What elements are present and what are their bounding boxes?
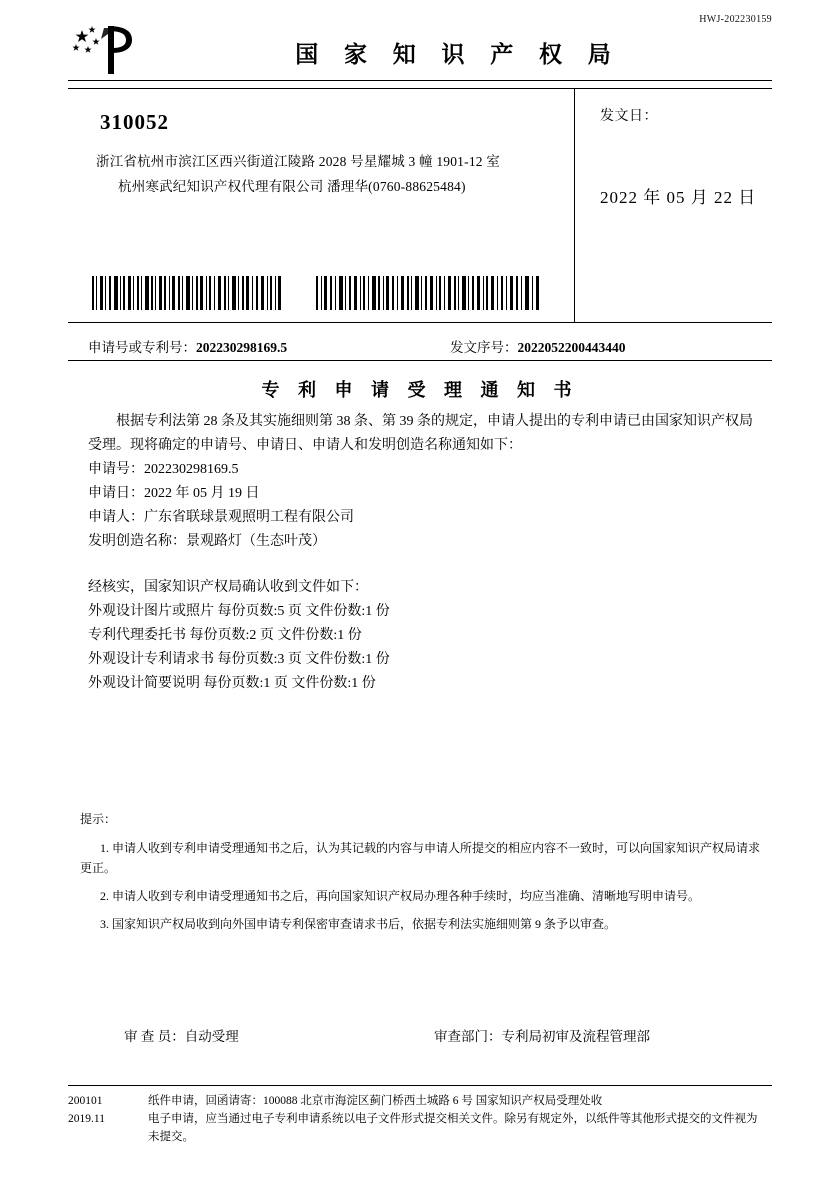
document-item: 外观设计专利请求书 每份页数:3 页 文件份数:1 份 <box>88 652 390 667</box>
note-item: 1. 申请人收到专利申请受理通知书之后，认为其记载的内容与申请人所提交的相应内容不一致时，可以向国家知识产权局请求更正。 <box>80 841 761 875</box>
field-invention-name: 发明创造名称：景观路灯（生态叶茂） <box>88 534 326 549</box>
footer-line-2: 电子申请，应当通过电子专利申请系统以电子文件形式提交相关文件。除另有规定外，以纸件等其他形式提交的文件视为未提交。 <box>148 1113 758 1143</box>
examiner-label: 审 查 员： <box>124 1029 185 1044</box>
note-item: 3. 国家知识产权局收到向外国申请专利保密审查请求书后，依据专利法实施细则第 9 条予以审查。 <box>100 917 617 931</box>
field-application-date: 申请日：2022 年 05 月 19 日 <box>88 486 260 501</box>
address-issue-divider <box>574 88 575 322</box>
application-number-label: 申请号或专利号： <box>88 340 196 355</box>
barcode-left <box>92 276 282 310</box>
notes-section <box>80 808 770 934</box>
barcode-right <box>316 276 542 310</box>
field-applicant: 申请人：广东省联球景观照明工程有限公司 <box>88 510 354 525</box>
confirm-intro: 经核实，国家知识产权局确认收到文件如下： <box>88 580 368 595</box>
header-divider <box>68 80 772 81</box>
footer-code-1: 200101 <box>68 1095 103 1107</box>
zipcode: 310052 <box>100 110 169 134</box>
document-body <box>88 410 760 696</box>
serial-number-row <box>450 336 626 356</box>
address-line-2: 杭州寒武纪知识产权代理有限公司 潘理华(0760-88625484) <box>118 179 466 194</box>
body-spacer <box>88 554 760 576</box>
agency-title: 国 家 知 识 产 权 局 <box>295 42 621 67</box>
issue-date-value: 2022 年 05 月 22 日 <box>600 188 757 207</box>
footer-codes <box>68 1092 140 1128</box>
application-number-value: 202230298169.5 <box>196 340 288 355</box>
note-item: 2. 申请人收到专利申请受理通知书之后，再向国家知识产权局办理各种手续时，均应当准确、清晰地写明申请号。 <box>100 889 701 903</box>
address-block-bottom-rule <box>68 322 772 323</box>
serial-number-value: 2022052200443440 <box>517 340 626 355</box>
document-item: 专利代理委托书 每份页数:2 页 文件份数:1 份 <box>88 628 362 643</box>
department-value: 专利局初审及流程管理部 <box>501 1029 650 1044</box>
address-line-1: 浙江省杭州市滨江区西兴街道江陵路 2028 号星耀城 3 幢 1901-12 室 <box>96 154 500 169</box>
national-emblem-icon <box>68 22 140 78</box>
issue-date-label: 发文日： <box>600 109 658 124</box>
department-label: 审查部门： <box>434 1029 502 1044</box>
application-number-row <box>88 336 287 356</box>
document-item: 外观设计简要说明 每份页数:1 页 文件份数:1 份 <box>88 676 376 691</box>
body-paragraph: 根据专利法第 28 条及其实施细则第 38 条、第 39 条的规定，申请人提出的专利申请已由国家知识产权局受理。现将确定的申请号、申请日、申请人和发明创造名称通知如下： <box>88 414 753 453</box>
document-header <box>68 22 772 80</box>
footer-line-1: 纸件申请，回函请寄：100088 北京市海淀区蓟门桥西土城路 6 号 国家知识产权局受理处收 <box>148 1095 603 1107</box>
serial-number-label: 发文序号： <box>450 340 518 355</box>
header-divider-2 <box>68 88 772 89</box>
department-row <box>434 1025 650 1045</box>
page-title: 专 利 申 请 受 理 通 知 书 <box>261 380 579 400</box>
examiner-value: 自动受理 <box>184 1029 239 1044</box>
numbers-bottom-rule <box>68 360 772 361</box>
document-code: HWJ-202230159 <box>699 14 772 25</box>
field-application-number: 申请号：202230298169.5 <box>88 462 239 477</box>
footer-text <box>148 1092 768 1146</box>
footer-divider <box>68 1085 772 1086</box>
document-item: 外观设计图片或照片 每份页数:5 页 文件份数:1 份 <box>88 604 390 619</box>
notes-title: 提示： <box>80 812 117 826</box>
footer-code-2: 2019.11 <box>68 1113 105 1125</box>
examiner-row <box>124 1025 239 1045</box>
